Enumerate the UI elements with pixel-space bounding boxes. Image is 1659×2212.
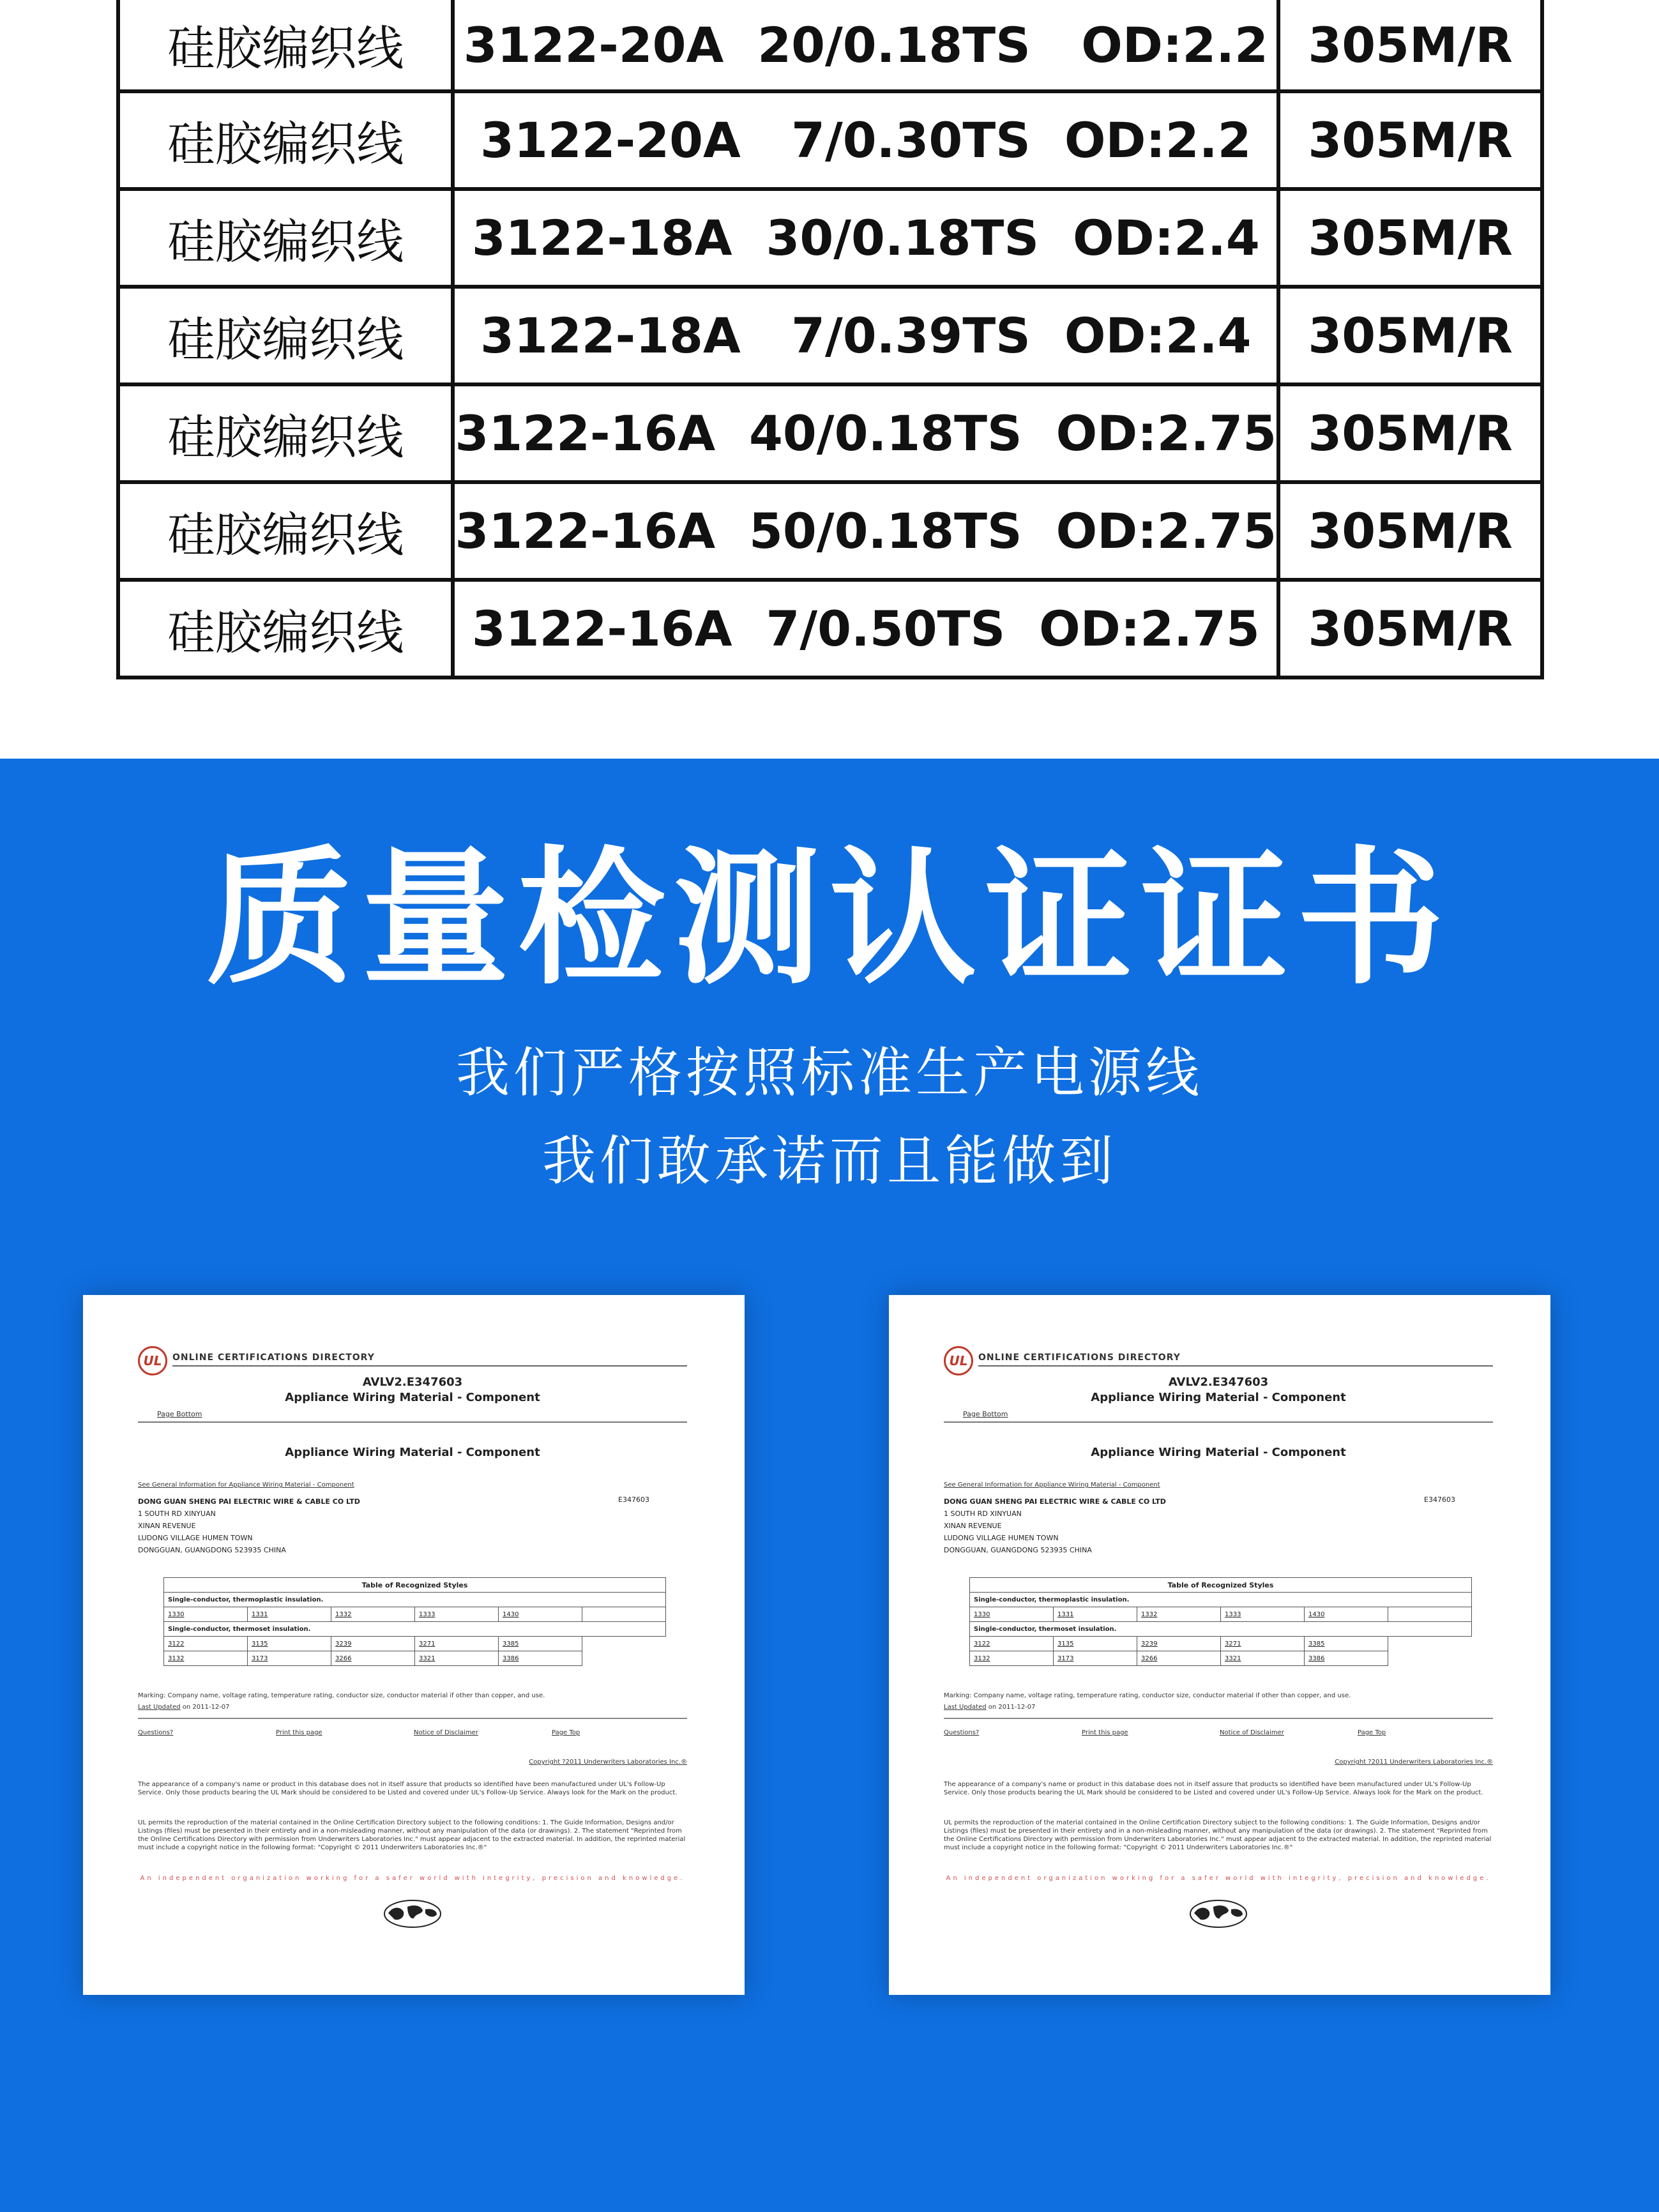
- section-subline-2: 我们敢承诺而且能做到: [542, 1130, 1117, 1192]
- style-number[interactable]: 1331: [248, 1607, 331, 1622]
- last-updated-label[interactable]: Last Updated: [944, 1704, 987, 1711]
- certificate-subtitle: Appliance Wiring Material - Component: [1091, 1446, 1346, 1459]
- styles-table-title: Table of Recognized Styles: [164, 1578, 666, 1593]
- cell-pack: 305M/R: [1278, 580, 1542, 678]
- style-number[interactable]: 3135: [1054, 1637, 1137, 1651]
- section-headline: 质量检测认证证书: [206, 832, 1453, 1004]
- style-number[interactable]: 3386: [1305, 1651, 1388, 1666]
- cell-name: 硅胶编织线: [118, 287, 453, 384]
- styles-group-label: Single-conductor, thermoset insulation.: [970, 1622, 1472, 1637]
- styles-group-label: Single-conductor, thermoplastic insulation.: [164, 1593, 666, 1607]
- last-updated-value: on 2011-12-07: [988, 1704, 1036, 1711]
- styles-table-title: Table of Recognized Styles: [970, 1578, 1472, 1593]
- style-number[interactable]: 3266: [1137, 1651, 1221, 1666]
- section-subline-1: 我们严格按照标准生产电源线: [455, 1042, 1203, 1104]
- address-line: DONGGUAN, GUANGDONG 523935 CHINA: [138, 1546, 286, 1554]
- style-empty: [1388, 1607, 1472, 1622]
- cell-model: 3122-20A 7/0.30TS OD:2.2: [453, 91, 1278, 189]
- address-line: XINAN REVENUE: [944, 1522, 1002, 1530]
- spec-table-section: [0, 0, 1659, 759]
- table-row: [118, 580, 1542, 678]
- table-row: [118, 189, 1542, 287]
- marking-note: Marking: Company name, voltage rating, temperature rating, conductor size, conductor material if other than copper, and use.: [944, 1692, 1351, 1699]
- reproduction-conditions: UL permits the reproduction of the material contained in the Online Certification Directory subject to the following conditions: 1. The Guide Information, Designs and/or Listings (files) must be presented in their entirety and in a non-misleading manner, without any manipulation of the data (or drawings). 2. The statement "Reprinted from the Online Certifications Directory with permission from Underwriters Laboratories Inc." must appear adjacent to the extracted material. In addition, the reprinted material must include a copyright notice in the following format: "Copyright © 2011 Underwriters Laboratories Inc.®": [944, 1819, 1492, 1851]
- table-row: [118, 384, 1542, 482]
- cell-pack: 305M/R: [1278, 189, 1542, 287]
- table-row: [118, 0, 1542, 91]
- style-number[interactable]: 3271: [415, 1637, 499, 1651]
- divider: [944, 1421, 1493, 1423]
- print-page-link[interactable]: Print this page: [276, 1729, 322, 1736]
- cell-name: 硅胶编织线: [118, 580, 453, 678]
- page-top-link[interactable]: Page Top: [552, 1729, 580, 1736]
- copyright-link[interactable]: Copyright ?2011 Underwriters Laboratories Inc.®: [1335, 1759, 1493, 1766]
- style-number[interactable]: 3239: [1137, 1637, 1221, 1651]
- style-number[interactable]: 3385: [1305, 1637, 1388, 1651]
- divider: [138, 1718, 687, 1719]
- style-number[interactable]: 3386: [499, 1651, 582, 1666]
- questions-link[interactable]: Questions?: [944, 1729, 980, 1736]
- style-number[interactable]: 3321: [1221, 1651, 1305, 1666]
- divider: [138, 1421, 687, 1423]
- address-line: 1 SOUTH RD XINYUAN: [138, 1510, 216, 1518]
- style-number[interactable]: 1333: [415, 1607, 499, 1622]
- style-number[interactable]: 1430: [1305, 1607, 1388, 1622]
- style-number[interactable]: 1332: [1137, 1607, 1221, 1622]
- style-empty: [582, 1607, 666, 1622]
- directory-title: ONLINE CERTIFICATIONS DIRECTORY: [978, 1352, 1181, 1363]
- certificate-card-right: [889, 1295, 1550, 1995]
- styles-group-label: Single-conductor, thermoplastic insulation.: [970, 1593, 1472, 1607]
- address-line: LUDONG VILLAGE HUMEN TOWN: [944, 1534, 1059, 1542]
- print-page-link[interactable]: Print this page: [1082, 1729, 1128, 1736]
- company-name: DONG GUAN SHENG PAI ELECTRIC WIRE & CABLE CO LTD: [944, 1497, 1166, 1506]
- marking-note: Marking: Company name, voltage rating, temperature rating, conductor size, conductor material if other than copper, and use.: [138, 1692, 545, 1699]
- directory-title: ONLINE CERTIFICATIONS DIRECTORY: [172, 1352, 375, 1363]
- cell-model: 3122-16A 50/0.18TS OD:2.75: [453, 482, 1278, 580]
- cell-pack: 305M/R: [1278, 91, 1542, 189]
- address-line: LUDONG VILLAGE HUMEN TOWN: [138, 1534, 253, 1542]
- style-number[interactable]: 3385: [499, 1637, 582, 1651]
- table-row: [118, 91, 1542, 189]
- address-line: XINAN REVENUE: [138, 1522, 196, 1530]
- cell-name: 硅胶编织线: [118, 91, 453, 189]
- ul-motto: An independent organization working for a safer world with integrity, precision and knowledge.: [946, 1875, 1491, 1882]
- page-bottom-link[interactable]: Page Bottom: [157, 1410, 202, 1418]
- cell-model: 3122-16A 40/0.18TS OD:2.75: [453, 384, 1278, 482]
- file-number: E347603: [1424, 1496, 1455, 1504]
- style-number[interactable]: 3271: [1221, 1637, 1305, 1651]
- cell-name: 硅胶编织线: [118, 384, 453, 482]
- listing-disclaimer: The appearance of a company's name or product in this database does not in itself assure that products so identified have been manufactured under UL's Follow-Up Service. Only those products bearing the UL Mark should be considered to be Listed and covered under UL's Follow-Up Service. Always look for the Mark on the product.: [138, 1781, 678, 1796]
- styles-group-label: Single-conductor, thermoset insulation.: [164, 1622, 666, 1637]
- cell-name: 硅胶编织线: [118, 189, 453, 287]
- certificate-title: Appliance Wiring Material - Component: [285, 1391, 540, 1404]
- questions-link[interactable]: Questions?: [138, 1729, 174, 1736]
- certificate-code: AVLV2.E347603: [362, 1375, 463, 1389]
- cell-model: 3122-20A 20/0.18TS OD:2.2: [453, 0, 1278, 91]
- cell-name: 硅胶编织线: [118, 482, 453, 580]
- style-number[interactable]: 1332: [331, 1607, 415, 1622]
- disclaimer-link[interactable]: Notice of Disclaimer: [414, 1729, 478, 1736]
- company-address: [138, 1496, 360, 1556]
- certificate-code: AVLV2.E347603: [1168, 1375, 1269, 1389]
- certificate-title: Appliance Wiring Material - Component: [1091, 1391, 1346, 1404]
- cell-pack: 305M/R: [1278, 384, 1542, 482]
- cell-pack: 305M/R: [1278, 0, 1542, 91]
- style-number[interactable]: 3321: [415, 1651, 499, 1666]
- style-number[interactable]: 3266: [331, 1651, 415, 1666]
- general-info-link[interactable]: See General Information for Appliance Wiring Material - Component: [944, 1481, 1160, 1489]
- ul-motto: An independent organization working for a safer world with integrity, precision and knowledge.: [140, 1875, 685, 1882]
- style-number[interactable]: 3173: [248, 1651, 331, 1666]
- file-number: E347603: [618, 1496, 649, 1504]
- style-number[interactable]: 3173: [1054, 1651, 1137, 1666]
- cell-model: 3122-18A 7/0.39TS OD:2.4: [453, 287, 1278, 384]
- divider: [172, 1365, 687, 1367]
- page-bottom-link[interactable]: Page Bottom: [963, 1410, 1008, 1418]
- style-number[interactable]: 1430: [499, 1607, 582, 1622]
- certificate-subtitle: Appliance Wiring Material - Component: [285, 1446, 540, 1459]
- reproduction-conditions: UL permits the reproduction of the material contained in the Online Certification Directory subject to the following conditions: 1. The Guide Information, Designs and/or Listings (files) must be presented in their entirety and in a non-misleading manner, without any manipulation of the data (or drawings). 2. The statement "Reprinted from the Online Certifications Directory with permission from Underwriters Laboratories Inc." must appear adjacent to the extracted material. In addition, the reprinted material must include a copyright notice in the following format: "Copyright © 2011 Underwriters Laboratories Inc.®": [138, 1819, 686, 1851]
- disclaimer-link[interactable]: Notice of Disclaimer: [1220, 1729, 1284, 1736]
- style-number[interactable]: 3132: [970, 1651, 1054, 1666]
- last-updated: [944, 1704, 1036, 1711]
- last-updated: [138, 1704, 230, 1711]
- last-updated-value: on 2011-12-07: [182, 1704, 230, 1711]
- certificate-section: [0, 759, 1659, 2212]
- cell-pack: 305M/R: [1278, 287, 1542, 384]
- style-number[interactable]: 3135: [248, 1637, 331, 1651]
- style-number[interactable]: 1330: [970, 1607, 1054, 1622]
- spec-table: [116, 0, 1544, 679]
- divider: [944, 1718, 1493, 1719]
- ul-logo-icon: UL: [944, 1346, 973, 1375]
- address-line: DONGGUAN, GUANGDONG 523935 CHINA: [944, 1546, 1092, 1554]
- company-name: DONG GUAN SHENG PAI ELECTRIC WIRE & CABLE CO LTD: [138, 1497, 360, 1506]
- ul-logo-icon: UL: [138, 1346, 167, 1375]
- copyright-link[interactable]: Copyright ?2011 Underwriters Laboratories Inc.®: [529, 1759, 687, 1766]
- style-number[interactable]: 1331: [1054, 1607, 1137, 1622]
- recognized-styles-table: [969, 1577, 1472, 1666]
- cell-model: 3122-18A 30/0.18TS OD:2.4: [453, 189, 1278, 287]
- style-number[interactable]: 3239: [331, 1637, 415, 1651]
- table-row: [118, 287, 1542, 384]
- table-row: [118, 482, 1542, 580]
- address-line: 1 SOUTH RD XINYUAN: [944, 1510, 1022, 1518]
- cell-name: 硅胶编织线: [118, 0, 453, 91]
- divider: [978, 1365, 1493, 1367]
- page-top-link[interactable]: Page Top: [1358, 1729, 1386, 1736]
- globe-icon: [383, 1899, 442, 1928]
- style-number[interactable]: 3122: [164, 1637, 248, 1651]
- style-number[interactable]: 1330: [164, 1607, 248, 1622]
- globe-icon: [1189, 1899, 1248, 1928]
- general-info-link[interactable]: See General Information for Appliance Wiring Material - Component: [138, 1481, 354, 1489]
- company-address: [944, 1496, 1166, 1556]
- cell-model: 3122-16A 7/0.50TS OD:2.75: [453, 580, 1278, 678]
- style-number[interactable]: 1333: [1221, 1607, 1305, 1622]
- listing-disclaimer: The appearance of a company's name or product in this database does not in itself assure that products so identified have been manufactured under UL's Follow-Up Service. Only those products bearing the UL Mark should be considered to be Listed and covered under UL's Follow-Up Service. Always look for the Mark on the product.: [944, 1781, 1483, 1796]
- certificate-card-left: [83, 1295, 745, 1995]
- last-updated-label[interactable]: Last Updated: [138, 1704, 181, 1711]
- recognized-styles-table: [163, 1577, 666, 1666]
- cell-pack: 305M/R: [1278, 482, 1542, 580]
- style-number[interactable]: 3122: [970, 1637, 1054, 1651]
- style-number[interactable]: 3132: [164, 1651, 248, 1666]
